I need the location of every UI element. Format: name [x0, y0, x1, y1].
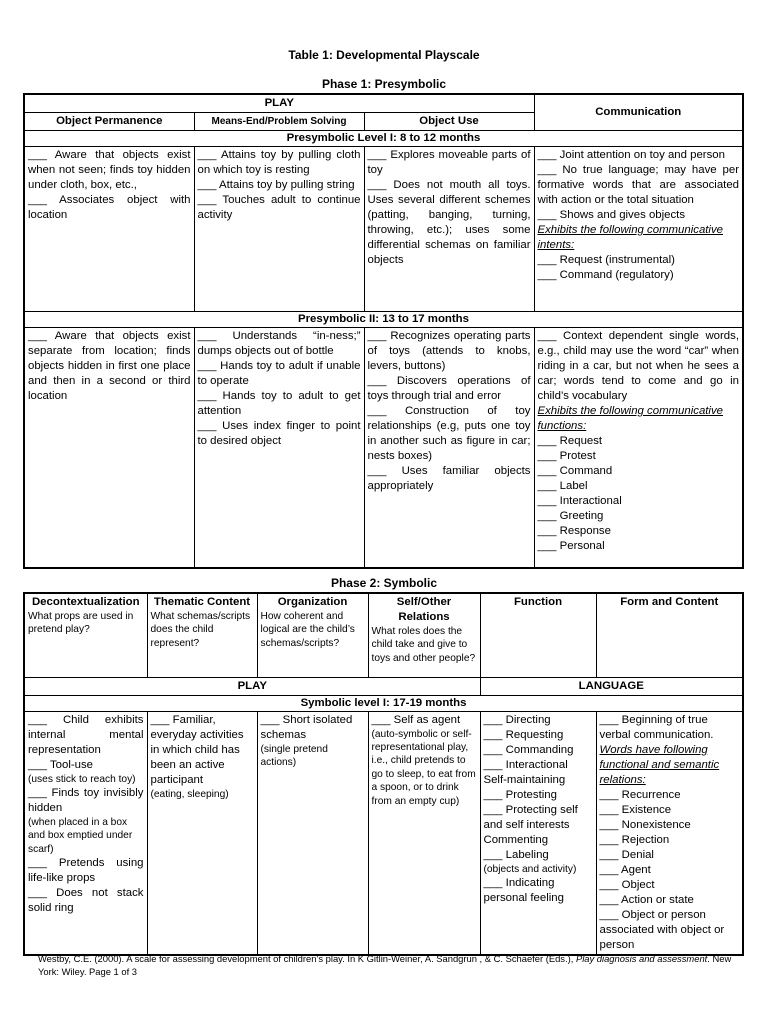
- p2l1-self-other-note: (auto-symbolic or self-representational play, i.e., child pretends to go to sleep, to eat from a spoon, or to drink from an empty cup): [371, 728, 476, 807]
- p2l1-organization: [257, 711, 368, 955]
- p2l1-function-a: ___ Directing ___ Requesting ___ Commanding ___ Interactional Self-maintaining ___ Protesting ___ Protecting self and self interests Commenting ___ Labeling: [483, 713, 578, 861]
- p2l1-thematic-note: (eating, sleeping): [150, 788, 229, 800]
- p2l1-form-a: ___ Beginning of true verbal communication.: [599, 713, 714, 741]
- p1l2-means-end: ___ Understands “in-ness;” dumps objects out of bottle ___ Hands toy to adult if unable to operate ___ Hands toy to adult to get attention ___ Uses index finger to point to desired object: [194, 328, 364, 568]
- p2-col-decontextualization-title: Decontextualization: [31, 596, 140, 608]
- p1l2-functions-list: ___ Request ___ Protest ___ Command ___ Label ___ Interactional ___ Greeting ___ Response ___ Personal: [537, 435, 622, 552]
- p1l1-intents-heading: Exhibits the following communicative intents:: [537, 224, 723, 251]
- p2l1-form-items: ___ Recurrence ___ Existence ___ Nonexistence ___ Rejection ___ Denial ___ Agent ___ Object ___ Action or state ___ Object or person associated with object or person: [599, 788, 725, 951]
- col-means-end: Means-End/Problem Solving: [194, 113, 364, 131]
- p2-col-decontextualization: [24, 593, 147, 677]
- p1l2-object-use: ___ Recognizes operating parts of toys (attends to knobs, levers, buttons) ___ Discovers operations of toys through trial and error ___ Construction of toy relationships (e.g, puts one toy in another such as figure in car; nests boxes) ___ Uses familiar objects appropriately: [364, 328, 534, 568]
- p2l1-decon-a-note: (uses stick to reach toy): [28, 773, 136, 785]
- p1l1-object-use: ___ Explores moveable parts of toy ___ Does not mouth all toys. Uses several different schemes (patting, banging, turning, throwing, etc.); uses some differential schemas on familiar objects: [364, 147, 534, 312]
- p1l1-intents-list: ___ Request (instrumental) ___ Command (regulatory): [537, 254, 675, 281]
- phase1-table: [23, 93, 744, 569]
- p1l1-means-end: ___ Attains toy by pulling cloth on which toy is resting ___ Attains toy by pulling string ___ Touches adult to continue activity: [194, 147, 364, 312]
- phase2-title: Phase 2: Symbolic: [330, 576, 438, 590]
- citation: [38, 952, 738, 978]
- p2-col-decontextualization-desc: What props are used in pretend play?: [28, 611, 134, 636]
- p2-col-self-other-desc: What roles does the child take and give to toys and other people?: [371, 626, 476, 664]
- p2-col-organization-title: Organization: [277, 596, 348, 608]
- p2l1-decontextualization: [24, 711, 147, 955]
- p2l1-organization-note: (single pretend actions): [260, 743, 328, 768]
- p2-col-thematic-desc: What schemas/scripts does the child represent?: [150, 611, 251, 649]
- p1l1-communication-text: ___ Joint attention on toy and person ___ No true language; may have per formative words that are associated with action or the total situation ___ Shows and gives objects: [537, 149, 739, 221]
- p2-col-thematic: [147, 593, 257, 677]
- p2-col-form-content: [596, 593, 743, 677]
- p2l1-thematic-main: ___ Familiar, everyday activities in which child has been an active participant: [150, 713, 244, 786]
- p2l1-self-other-main: ___ Self as agent: [371, 713, 461, 726]
- p2l1-form-content: [596, 711, 743, 955]
- phase2-table: [23, 592, 744, 956]
- p1l1-communication: [534, 147, 743, 312]
- p2l1-decon-a: ___ Child exhibits internal mental representation ___ Tool-use: [28, 713, 144, 771]
- p2-col-self-other-title: Self/Other Relations: [396, 596, 452, 623]
- level-band-presymbolic-1: Presymbolic Level I: 8 to 12 months: [24, 131, 743, 147]
- p2-col-self-other: [368, 593, 480, 677]
- p1l1-object-permanence: ___ Aware that objects exist when not seen; finds toy hidden under cloth, box, etc., ___ Associates object with location: [24, 147, 194, 312]
- communication-header: Communication: [534, 94, 743, 131]
- col-object-permanence: Object Permanence: [24, 113, 194, 131]
- p2l1-function-a-note: (objects and activity): [483, 863, 577, 875]
- level-band-presymbolic-2: Presymbolic II: 13 to 17 months: [24, 312, 743, 328]
- p1l2-object-permanence: ___ Aware that objects exist separate from location; finds objects hidden in first one place and then in a second or third location: [24, 328, 194, 568]
- p2-language-header: LANGUAGE: [480, 677, 743, 695]
- p1l2-functions-heading: Exhibits the following communicative functions:: [537, 405, 723, 432]
- p2l1-organization-main: ___ Short isolated schemas: [260, 713, 353, 741]
- p2l1-function: [480, 711, 596, 955]
- phase1-title: Phase 1: Presymbolic: [321, 77, 447, 91]
- p2l1-form-heading: Words have following functional and semantic relations:: [599, 743, 720, 786]
- p2-col-organization: [257, 593, 368, 677]
- p2l1-function-b: ___ Indicating personal feeling: [483, 876, 564, 904]
- col-object-use: Object Use: [364, 113, 534, 131]
- p2-col-organization-desc: How coherent and logical are the child’s schemas/scripts?: [260, 611, 355, 649]
- p2l1-thematic: [147, 711, 257, 955]
- p2-col-function: [480, 593, 596, 677]
- citation-text: Westby, C.E. (2000). A scale for assessing development of children’s play. In K Gitlin-Weiner, A. Sandgrun , & C. Schaefer (Eds.),: [38, 953, 576, 964]
- citation-publisher: . New York: Wiley. Page 1 of 3: [38, 953, 732, 977]
- citation-book-title: Play diagnosis and assessment: [575, 953, 708, 964]
- p2-col-form-content-title: Form and Content: [620, 596, 719, 608]
- p1l2-communication: [534, 328, 743, 568]
- p2-col-thematic-title: Thematic Content: [153, 596, 251, 608]
- document-title: Table 1: Developmental Playscale: [288, 48, 480, 62]
- p2l1-decon-c: ___ Pretends using life-like props ___ Does not stack solid ring: [28, 857, 144, 915]
- p2-play-header: PLAY: [24, 677, 480, 695]
- p2l1-decon-b: ___ Finds toy invisibly hidden: [28, 786, 144, 814]
- p2-col-function-title: Function: [513, 596, 563, 608]
- p1l2-communication-text: ___ Context dependent single words, e.g., child may use the word “car” when riding in a car, but not when he sees a car; words tend to come and go in child’s vocabulary: [537, 330, 739, 402]
- level-band-symbolic-1: Symbolic level I: 17-19 months: [24, 695, 743, 711]
- p2l1-self-other: [368, 711, 480, 955]
- p2l1-decon-b-note: (when placed in a box and box emptied under scarf): [28, 816, 133, 855]
- play-header: PLAY: [24, 94, 534, 113]
